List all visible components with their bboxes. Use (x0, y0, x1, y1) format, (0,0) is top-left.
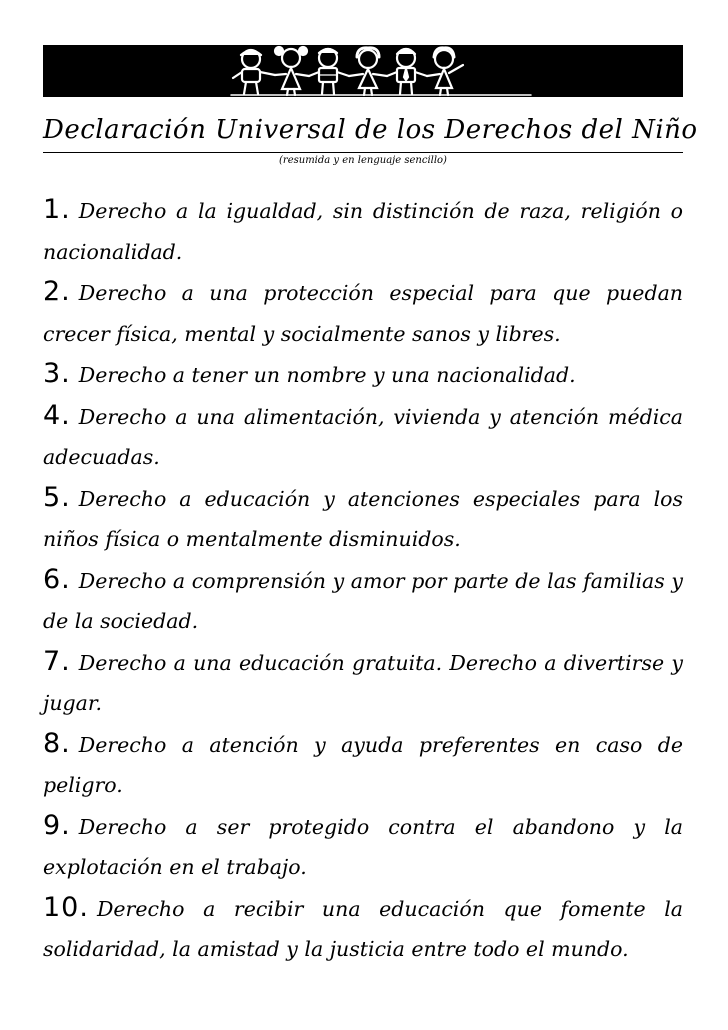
right-item-1 (43, 190, 683, 272)
right-item-10 (43, 888, 683, 970)
right-text: Derecho a ser protegido contra el abandono y la explotación en el trabajo. (43, 814, 683, 879)
header-banner (43, 45, 683, 97)
right-text: Derecho a tener un nombre y una nacionalidad. (78, 363, 576, 387)
right-number: 4. (43, 399, 71, 431)
right-text: Derecho a una alimentación, vivienda y atención médica adecuadas. (43, 404, 683, 469)
right-item-5 (43, 478, 683, 560)
right-text: Derecho a una protección especial para que puedan crecer física, mental y socialmente sanos y libres. (43, 281, 683, 346)
right-number: 3. (43, 358, 71, 389)
right-item-2 (43, 272, 683, 354)
right-number: 7. (43, 645, 71, 677)
page-subtitle: (resumida y en lenguaje sencillo) (279, 155, 447, 166)
right-item-4 (43, 396, 683, 478)
right-text: Derecho a recibir una educación que fomente la solidaridad, la amistad y la justicia entre todo el mundo. (43, 896, 683, 961)
right-item-3 (43, 354, 683, 396)
right-item-6 (43, 560, 683, 642)
right-number: 9. (43, 809, 71, 841)
right-text: Derecho a la igualdad, sin distinción de raza, religión o nacionalidad. (43, 199, 683, 264)
right-number: 6. (43, 563, 71, 595)
right-number: 8. (43, 727, 71, 759)
page-title: Declaración Universal de los Derechos del Niño (43, 115, 698, 145)
right-item-9 (43, 806, 683, 888)
right-item-7 (43, 642, 683, 724)
right-number: 1. (43, 194, 71, 225)
right-number: 2. (43, 276, 71, 307)
right-text: Derecho a educación y atenciones especiales para los niños física o mentalmente disminuidos. (43, 486, 683, 551)
children-holding-hands-icon (191, 45, 581, 97)
right-text: Derecho a una educación gratuita. Derecho a divertirse y jugar. (43, 650, 683, 715)
rights-list (43, 190, 683, 970)
right-number: 5. (43, 481, 71, 513)
right-number: 10. (43, 891, 89, 923)
right-text: Derecho a atención y ayuda preferentes en caso de peligro. (43, 732, 683, 797)
title-divider (43, 152, 683, 153)
right-text: Derecho a comprensión y amor por parte de las familias y de la sociedad. (43, 568, 683, 633)
right-item-8 (43, 724, 683, 806)
